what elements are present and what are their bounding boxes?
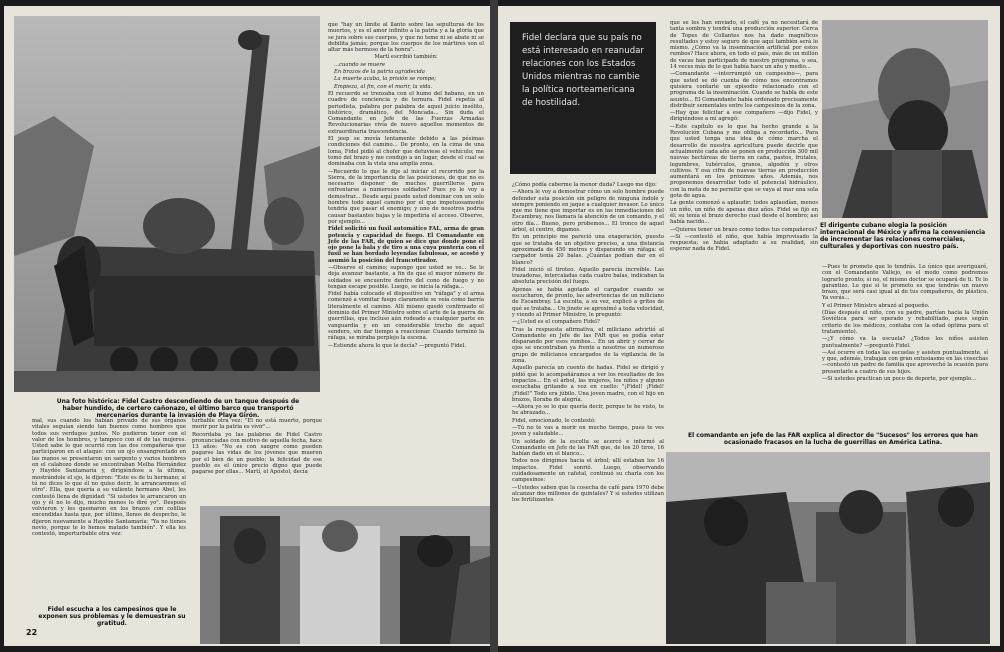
paragraph: —Este capítulo es lo que ha hecho grande a la Revolución Cubana y me obliga a recordarlo... Para que usted tenga una idea de cómo marcha el desarrollo de nuestra agricultura puede decirle que actualmente cada año se ponen en producción 300 mil nuevas hectáreas de tierra en caña, pastos, frutales, legumbres, tubérculos, granos, algodón y otros cultivos. Y esa cifra de nuevas tierras en producción aumentará en los próximos años. Además, nos proponemos desarrollar todo el potencial hidráulico, con la meta de no permitir que se vaya al mar una sola gota de agua. — [670, 123, 818, 200]
paragraph: (Días después el niño, con su padre, partían hacia la Unión Soviética para ser operado y rehabilitado, pues según criterio de los médicos, contaba con la edad óptima para el tratamiento). — [822, 310, 988, 335]
paragraph: —Estiende ahora lo que le decía? —preguntó Fidel. — [328, 342, 467, 349]
page-number: 22 — [26, 628, 38, 637]
tank-photo — [14, 16, 320, 392]
paragraph: —¿Usted es el compañero Fidel? — [512, 319, 600, 326]
paragraph: —Sí —contestó el niño, que había improvisado la respuesta; se había adaptado a su realidad, sin esperar nada de Fidel. — [670, 233, 818, 253]
fidel-portrait-image — [822, 20, 988, 218]
pull-quote-text: Fidel declara que su país no está interesado en reanudar relaciones con los Estados Unidos mientras no cambie la política norteamericana de hostilidad. — [522, 33, 644, 108]
paragraph: Fidel inició el tiroteo. Aquello parecía increíble. Las trazadoras, intercaladas cada cuatro balas, indicaban la absoluta precisión del fuego. — [512, 266, 664, 286]
campesinos-photo-caption: Fidel escucha a los campesinos que le exponen sus problemas y le demuestran su gratitud. — [38, 606, 186, 627]
paragraph: ¿Cómo podía caberme la menor duda? Luego me dijo: — [512, 182, 657, 188]
interview-photo-image — [666, 452, 990, 644]
pull-quote-box — [510, 22, 656, 174]
campesinos-photo — [200, 506, 490, 644]
paragraph: El jeep se movía lentamente debido a las pésimas condiciones del camino... De pronto, en la cima de una loma, Fidel pidió al chofer que detuviese el vehículo; me tomó del brazo y me condujo a un lugar, desde el cual se dominaba con la vista una amplia zona. — [328, 136, 484, 168]
interview-photo-caption: El comandante en jefe de las FAR explica al director de "Sucesos" los errores que han ocasionado fracasos en la lucha de guerrillas en América Latina. — [688, 432, 978, 446]
paragraph: —Ahora le voy a demostrar cómo un solo hombre puede defender esta posición sin peligro de ninguna índole y siempre poniendo en jaque a cualquier invasor. Lo único que me tiene que importar es en las inmediaciones del Escambray, nos llamara la atención de un comando, y el otro día... Bueno, pero probemos... El tronco de aquel árbol, el centro, digamos. — [512, 189, 664, 234]
interview-photo — [666, 452, 990, 644]
paragraph: —Ahora yo se lo que quería decir, porque te he visto, te he abrazado... — [512, 404, 664, 417]
left-page — [4, 6, 490, 646]
paragraph: En un principio me pareció una exageración, puesto que se trataba de un objetivo preciso, a una distancia aproximada de 450 metros y disparando en ráfaga: el cargador tenía 20 balas. ¿Cuántas podían dar en el blanco? — [512, 234, 664, 266]
campesinos-photo-image — [200, 506, 490, 644]
paragraph: —Hay que felicitar a ese compañero —dijo Fidel, y dirigiéndose a mí agregó: — [670, 110, 818, 123]
right-far-right-column — [822, 264, 988, 422]
paragraph: —Así ocurre en todas las escuelas y asisten puntualmente, sí y que, además, trabajan con gran entusiasmo en las cosechas —contestó un padre de familia que aprovechó la ocasión para presentarle a cuatro de sus hijos. — [822, 349, 988, 375]
paragraph: Apenas se había agotado el cargador cuando se escucharon, de pronto, las advertencias de un miliciano de Escambray. La escolta, a su vez, explicó a gritos de qué se trataba... Un jinete se aproximó a toda velocidad, y viendo al Primer Ministro, le preguntó: — [512, 286, 665, 318]
right-middle-column — [512, 182, 664, 640]
paragraph: Todos nos dirigimos hacia el árbol; allí estaban los 16 impactos. Fidel sonrió. Luego, observando cuidadosamente un cafetal, continuó su charla con los campesinos: — [512, 458, 664, 484]
paragraph: —Observe el camino; supongo que usted se ve... Se le deja avanzar bastante, a fin de que el mayor número de soldados se encuentre dentro del cono de fuego y no tengan escape posible. Luego, se inicia la ráfaga... — [328, 264, 484, 290]
verse-line: Empieza, al fin, con el morir, la vida. — [334, 83, 433, 90]
paragraph: —Tú no te vas a morir en mucho tiempo, pues te ves joven y saludable... — [512, 424, 664, 438]
paragraph: —Quieres tener un brazo como todos tus compañeros? — [670, 226, 818, 233]
fidel-portrait-photo — [822, 20, 988, 218]
tank-photo-caption: Una foto histórica: Fidel Castro descendiendo de un tanque después de haber hundido, de certero cañonazo, el último barco que transportó mercenarios durante la invasión de Playa Girón. — [56, 398, 300, 419]
paragraph: —Recuerdo lo que le dije al iniciar el recorrido por la Sierra, de la importancia de las posiciones, de que no es necesario disponer de muchos guerrilleros para enfrentarse a numerosos soldados? Pues yo le voy a demostrar... Desde aquí puede usted dominar con un solo hombre todo aquel camino por el que impetuosamente tendría que pasar el enemigo; y uno de nosotros podría causar bastantes bajas y le impediría el acceso. Observe, por ejemplo... — [328, 168, 484, 225]
left-bottom-left-column — [32, 418, 186, 538]
paragraph: que se les han enviado, el café ya no necesitará de tanta sombra y tendrá una producción superior. Cerca de Topes de Collantes nos ha dado magníficos resultados y estoy seguro de que aquí también será lo mismo. ¿Cómo va la inseminación artificial por estos rumbos? Hace ahora, en todo el país, más de un millón de vacas han participado de nuestro programa, o sea, 14 veces más de lo que había hace un año y medio... — [670, 20, 818, 71]
paragraph: Y el Primer Ministro abrazó al pequeño. — [822, 302, 930, 309]
paragraph: Fidel había colocado el dispositivo en "ráfaga" y el arma comenzó a vomitar fuego claramente se veía como barría literalmente el camino. Allí mismo quedó confirmado el dominio del Primer Ministro sobre el arte de la guerra de guerrillas, que incluso aún rodeado a cualquier parte en vanguardia y en un considerable trecho de aquel sendero, sin dar tiempo a reaccionar. Cuando terminó la ráfaga, se miraba perplejo la escena. — [328, 291, 484, 342]
paragraph: —Pues te prometo que lo tendrás. Lo único que averiguaré, con el Comandante Vallejo, es el modo como podremos lograrlo pronto; si no, el mismo doctor se ocupará de ti. Te lo garantizo. Lo que sí te prometo es que tendrás un nuevo brazo, que será casi igual al de tus compañeros, de plástico. Ya verás... — [822, 264, 988, 302]
paragraph: Fidel solicitó un fusil automático FAL, arma de gran potencia y capacidad de fuego. El Comandante en Jefe de las FAR, de quien se dice que donde pone el ojo pone la bala y de tiro a una cuya puntería con el fusil se han bordado leyendas fabulosas, se acostó y asumió la posición del francotirador. — [328, 226, 484, 264]
paragraph: Recordaba yo las palabras de Fidel Castro pronunciadas con motivo de aquella fecha, hace 13 años: "No es con sangre como pueden pagarse las vidas de los jóvenes que mueren por el bien de un pueblo; la felicidad de ese pueblo es el único precio digno que puede pagarse por ellas... Martí, el Apóstol, decía — [192, 431, 322, 476]
left-top-right-column — [328, 22, 484, 480]
paragraph: —Si ustedes practican un poco de deporte, por ejemplo... — [822, 376, 977, 383]
verse-line: La muerte acaba, la prisión se rompe; — [334, 76, 437, 83]
verse-line: En brazos de la patria agradecida — [334, 69, 425, 76]
page-gutter — [490, 0, 498, 652]
verse-line: ...cuando se muere — [334, 61, 386, 68]
paragraph: —Comandante —interrumpió un campesino—, para que usted se dé cuenta de cómo nos encontramos quisiera contarle un episodio relacionado con el programa de la inseminación. Cuando se habla de este asunto... El Comandante había ordenado precisamente distribuir sementales entre los campesinos de la zona. — [670, 71, 818, 109]
paragraph: Tras la respuesta afirmativa, el miliciano advirtió al Comandante en Jefe de las FAR que se podía estar disparando por esos rumbos... En un abrir y cerrar de ojos se encontraban ya frente a nosotros un numeroso grupo de milicianos encargados de la vigilancia de la zona. — [512, 326, 664, 365]
paragraph: Martí escribió también: — [374, 54, 438, 61]
paragraph: mal, sus cuando los habían privado de sus órganos vitales seguían siendo tan buenos como hombres que todos sus verdugos juntos. No pudieron tener con el valor de los hombres, y tampoco con el de las mujeres. Usted sabe lo que ocurrió con las dos compañeras que participaron en el ataque: con un ojo ensangrentado en las manos se presentaron un sargento y varios hombres en el calabozo donde se encontraban Melba Hernández y Haydée Santamaría y, dirigiéndose a la última, mostrándole el ojo, le dijeron: "Este es de tu hermano; si tú no dices lo que él no quiso decir, le arrancaremos el otro". Ella, que quería a su valiente hermano Abel, les contestó llena de dignidad: "Si ustedes le arrancaron un ojo y él no lo dijo, mucho menos lo diré yo". Después volvieron y les quemaron en los brazos con colillas encendidas hasta que, por último, llenos de despecho, le dijeron nuevamente a Haydée Santamaría: "Ya no tienes novio, porque te lo hemos matado también". Y ella les contestó, imperturbable otra vez: — [32, 418, 186, 538]
portrait-caption: El dirigente cubano elogia la posición internacional de México y afirma la conveniencia de incrementar las relaciones comerciales, culturales y deportivas con nuestro país. — [820, 222, 986, 250]
paragraph: Fidel, emocionado, le contestó: — [512, 417, 596, 424]
paragraph: Aquello parecía un cuento de hadas. Fidel se dirigió y pidió que lo acompañáramos a ver los resultados de los impactos... En el árbol, las mujeres, los niños y alguno escuchaba gritando a voz en cuello: "¡Fidel! ¡Fidel! ¡Fidel!" Todo era júbilo. Una joven madre, con el hijo en brazos, lloraba de alegría. — [512, 365, 664, 403]
paragraph: —¿Y cómo va la escuela? ¿Todos los niños asisten puntualmente? —preguntó Fidel. — [822, 336, 988, 349]
paragraph: Un soldado de la escolta se acercó e informó al Comandante en Jefe de las FAR que, de los 20 tiros, 16 habían dado en el blanco... — [512, 438, 664, 458]
paragraph: —Ustedes saben que la cosecha de café para 1970 debe alcanzar dos millones de quintales? Y si ustedes utilizan los fertilizantes — [512, 484, 664, 504]
right-page — [498, 6, 1000, 646]
left-bottom-right-column — [192, 418, 322, 500]
paragraph: que "hay un límite al llanto sobre las sepulturas de los muertos, y es el amor infinito a la patria y a la gloria que se jura sobre sus cuerpos, y que no teme ni se abate ni se debilita jamás; porque los cuerpos de los mártires son el altar más hermoso de la honra". — [328, 22, 484, 54]
paragraph: La gente comenzó a aplaudir; todos aplaudían, menos un niño, un niño de apenas diez años. Fidel se fijó en él; su tenía el brazo derecho cual desde el hombro; así había nacido... — [670, 200, 818, 226]
tank-photo-image — [14, 16, 320, 392]
paragraph: El recuerdo se trenzaba con el humo del habano, en un cuadro de conciencia y de ternura. Fidel repetía al periodista, palabra por palabra de aquel juicio insólito, histórico, dramático, del Moncada... Sin duda el Comandante en Jefe de las Fuerzas Armadas Revolucionarias vivía de nuevo aquellos momentos de extraordinaria trascendencia. — [328, 90, 484, 135]
right-top-center-column — [670, 20, 818, 422]
paragraph: turbable otra vez: "El no está muerto, porque morir por la patria es vivir"... — [192, 418, 322, 431]
